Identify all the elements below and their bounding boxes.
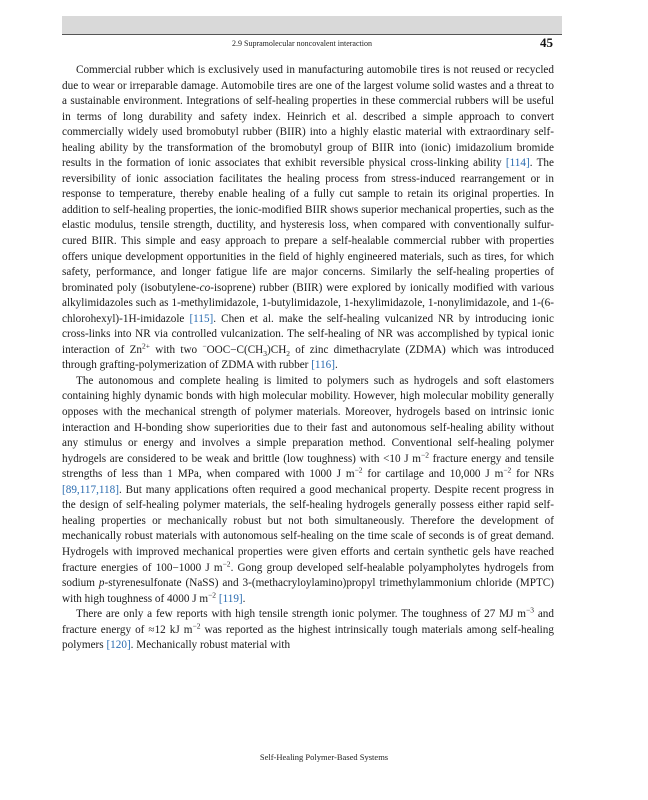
citation-link[interactable]: [119] [218, 592, 243, 605]
text-run: fracture energy and tensile strengths of less than 1 MPa, when compared with 1000 J m [62, 452, 554, 481]
paragraph-2 [62, 374, 554, 607]
text-run: . [335, 359, 338, 372]
text-run: -styrenesulfonate (NaSS) and 3-(methacryloylamino)propyl trimethylammonium chloride (MPTC) with high toughness of 4000 J m [62, 577, 554, 605]
superscript: −2 [354, 465, 363, 475]
text-run: and fracture energy of ≈12 kJ m [62, 608, 554, 636]
paragraph-3 [62, 607, 554, 654]
subscript: 2 [286, 349, 291, 359]
superscript: 2+ [142, 341, 151, 351]
running-head: 2.9 Supramolecular noncovalent interaction [232, 39, 372, 48]
text-run: The autonomous and complete healing is limited to polymers such as hydrogels and soft elastomers containing highly dynamic bonds with high molecular mobility. However, high molecular mobility generally opposes with the mechanical strength of polymer materials. Moreover, hydrogels based on intrinsic ionic interaction and H-bonding show superiorities due to their fast and autonomous self-healing ability without any stimulus or energy and involves a simple preparation method. Conventional self-healing polymer hydrogels are considered to be weak and brittle (low toughness) with <10 J m [62, 374, 554, 465]
paragraph-1 [62, 63, 554, 374]
text-run: Commercial rubber which is exclusively used in manufacturing automobile tires is not reused or recycled due to wear or irreparable damage. Automobile tires are one of the largest volume solid wastes and a threat to a sustainable environment. Integrations of self-healing properties in these commercial rubbers will be useful in terms of long durability and safety index. Heinrich et al. described a simple approach to convert commercially widely used bromobutyl rubber (BIIR) into a highly elastic material with extraordinary self-healing ability by the transformation of the bromobutyl group of BIIR into (ionic) imidazolium bromide results in the formation of ionic associates that exhibit reversible physical cross-linking ability [62, 64, 554, 170]
text-run: . The reversibility of ionic association facilitates the healing process from stress-induced rearrangement or in response to temperature, thereby enable healing of a fully cut sample to retain its original properties. In addition to self-healing properties, the ionic-modified BIIR shows superior mechanical properties, such as the elastic modulus, tensile strength, ductility, and hysteresis loss, when compared with conventionally sulfur-cured BIIR. This simple and easy approach to prepare a self-healable commercial rubber with properties offers unique development opportunities in the field of highly engineered materials, such as tires, for which safety, performance, and longer fatigue life are major concerns. Similarly the self-healing properties of brominated poly (isobutylene- [62, 157, 554, 294]
text-run: . Gong group developed self-healable polyampholytes hydrogels from sodium [62, 561, 555, 590]
text-run: . But many applications often required a good mechanical property. Despite recent progress in the design of self-healing polymer materials, the self-healing hydrogels generally possess either rapid self-healing properties or mechanically robust but not both simultaneously. Therefore the development of mechanically robust materials with autonomous self-healing on the time scale of seconds is of great demand. Hydrogels with improved mechanical properties were given efforts and certain synthetic gels have reached fracture energies of 100−1000 J m [62, 483, 554, 574]
superscript: −2 [208, 589, 217, 599]
superscript: −2 [222, 558, 231, 568]
italic-run: co [199, 281, 211, 294]
footer-book-title: Self-Healing Polymer-Based Systems [259, 752, 389, 762]
superscript: − [202, 341, 207, 351]
text-run: OOC−C(CH [206, 343, 264, 356]
header-rule [62, 34, 562, 35]
header-bar [62, 16, 562, 34]
citation-link[interactable]: [120] [106, 639, 131, 652]
text-run: . Mechanically robust material with [130, 639, 291, 652]
page-number: 45 [540, 35, 553, 50]
text-run: for NRs [511, 468, 554, 481]
text-run: There are only a few reports with high tensile strength ionic polymer. The toughness of 27 MJ m [76, 608, 527, 621]
text-run: )CH [267, 343, 287, 356]
subscript: 3 [263, 349, 268, 359]
citation-link[interactable]: [115] [189, 312, 214, 325]
text-run: with two [150, 343, 203, 356]
text-run: was reported as the highest intrinsically tough materials among self-healing polymers [62, 623, 554, 652]
citation-link[interactable]: [89,117,118] [62, 483, 119, 496]
body-text [62, 63, 554, 654]
citation-link[interactable]: [114] [505, 157, 530, 170]
superscript: −2 [503, 465, 512, 475]
superscript: −2 [192, 620, 201, 630]
italic-run: p [98, 577, 105, 590]
text-run: of zinc dimethacrylate (ZDMA) which was introduced through grafting-polymerization of ZDMA with rubber [62, 343, 554, 372]
text-run: -isoprene) rubber (BIIR) were explored by ionically modified with various alkylimidazoles such as 1-methylimidazole, 1-butylimidazole, 1-hexylimidazole, 1-nonylimidazole, and 1-(6-chlorohexyl)-1H-imidazole [62, 281, 554, 325]
superscript: −3 [526, 605, 534, 615]
superscript: −2 [421, 449, 429, 459]
text-run: . Chen et al. make the self-healing vulcanized NR by introducing ionic cross-links into NR via controlled vulcanization. The self-healing of NR was accomplished by typical ionic interaction of Zn [62, 312, 554, 356]
text-run: for cartilage and 10,000 J m [362, 468, 504, 481]
text-run: . [242, 592, 246, 605]
citation-link[interactable]: [116] [311, 359, 336, 372]
